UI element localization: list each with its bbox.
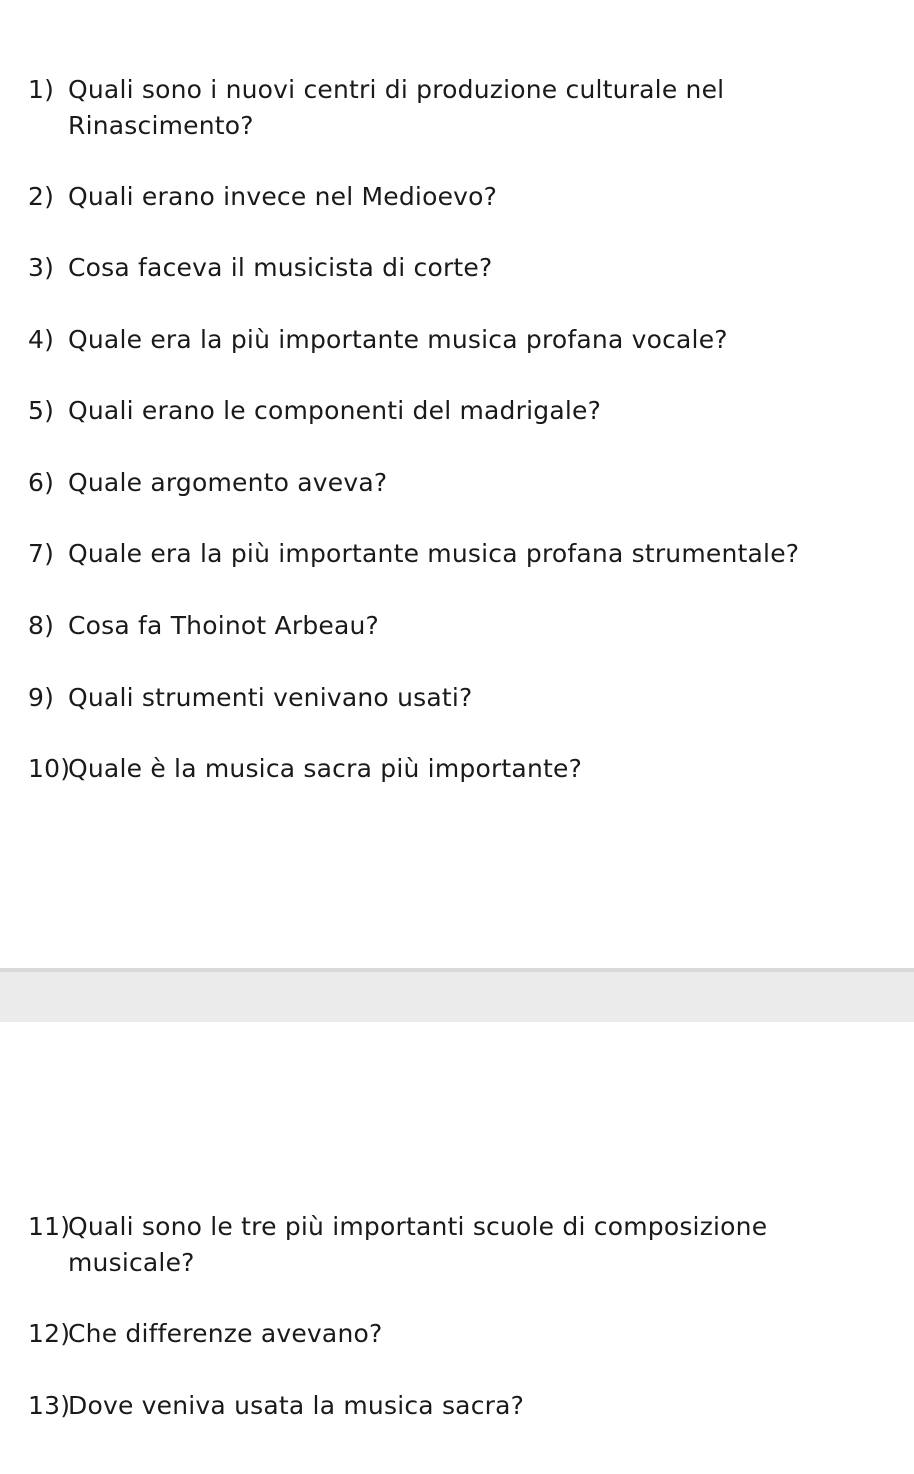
question-number: 1) (28, 75, 55, 104)
question-number: 9) (28, 683, 55, 712)
question-2 (28, 179, 914, 215)
question-text: Quali erano le componenti del madrigale? (68, 396, 602, 425)
question-number: 11) (28, 1212, 71, 1241)
question-number: 3) (28, 253, 55, 282)
question-text: Che differenze avevano? (68, 1319, 383, 1348)
question-7 (28, 536, 914, 572)
question-1 (28, 72, 914, 144)
question-number: 13) (28, 1391, 71, 1420)
question-text: Quale era la più importante musica profana strumentale? (68, 539, 800, 568)
question-number: 7) (28, 539, 55, 568)
question-12 (28, 1316, 914, 1352)
question-4 (28, 322, 914, 358)
question-text: Quale è la musica sacra più importante? (68, 754, 583, 783)
question-number: 6) (28, 468, 55, 497)
question-number: 4) (28, 325, 55, 354)
question-text: Quali sono le tre più importanti scuole di composizione (68, 1212, 768, 1241)
question-text: Quali erano invece nel Medioevo? (68, 182, 498, 211)
question-text: Quali strumenti venivano usati? (68, 683, 473, 712)
question-number: 5) (28, 396, 55, 425)
question-text-continued: Rinascimento? (68, 111, 254, 140)
page-separator (0, 968, 914, 1022)
question-number: 12) (28, 1319, 71, 1348)
question-8 (28, 608, 914, 644)
question-text: Quali sono i nuovi centri di produzione culturale nel (68, 75, 725, 104)
question-text: Dove veniva usata la musica sacra? (68, 1391, 525, 1420)
question-text: Cosa fa Thoinot Arbeau? (68, 611, 380, 640)
question-5 (28, 393, 914, 429)
question-text: Quale argomento aveva? (68, 468, 388, 497)
question-number: 8) (28, 611, 55, 640)
question-13 (28, 1388, 914, 1424)
question-3 (28, 250, 914, 286)
question-6 (28, 465, 914, 501)
question-11 (28, 1209, 914, 1281)
question-number: 10) (28, 754, 71, 783)
question-9 (28, 680, 914, 716)
question-text-continued: musicale? (68, 1248, 195, 1277)
document-page-2 (0, 1022, 914, 1474)
question-number: 2) (28, 182, 55, 211)
question-10 (28, 751, 914, 787)
question-text: Quale era la più importante musica profana vocale? (68, 325, 728, 354)
question-text: Cosa faceva il musicista di corte? (68, 253, 493, 282)
